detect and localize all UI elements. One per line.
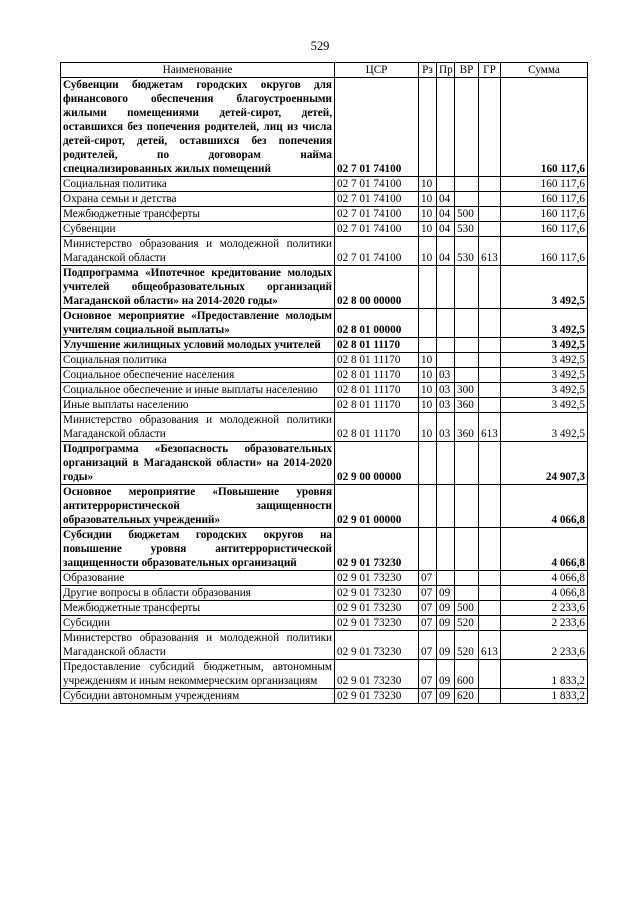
row-gr — [479, 485, 501, 528]
row-pr — [437, 309, 455, 338]
row-sum: 4 066,8 — [501, 571, 588, 586]
row-csr: 02 8 01 11170 — [335, 383, 419, 398]
row-vr: 500 — [455, 207, 479, 222]
row-vr — [455, 485, 479, 528]
row-pr: 09 — [437, 689, 455, 704]
header-name: Наименование — [61, 63, 335, 78]
row-vr: 360 — [455, 413, 479, 442]
row-gr — [479, 528, 501, 571]
row-csr: 02 9 01 00000 — [335, 485, 419, 528]
row-name: Подпрограмма «Ипотечное кредитование молодых учителей общеобразовательных организаций Магаданской области» на 2014-2020 годы» — [61, 266, 335, 309]
row-rz — [419, 528, 437, 571]
row-name: Социальное обеспечение населения — [61, 368, 335, 383]
row-sum: 3 492,5 — [501, 338, 588, 353]
row-name: Межбюджетные трансферты — [61, 601, 335, 616]
row-name: Подпрограмма «Безопасность образовательных организаций в Магаданской области» на 2014-2020 годы» — [61, 442, 335, 485]
row-name: Министерство образования и молодежной политики Магаданской области — [61, 237, 335, 266]
row-rz: 10 — [419, 237, 437, 266]
row-rz: 07 — [419, 689, 437, 704]
row-name: Другие вопросы в области образования — [61, 586, 335, 601]
row-gr — [479, 177, 501, 192]
row-rz: 07 — [419, 616, 437, 631]
row-sum: 160 117,6 — [501, 192, 588, 207]
row-name: Улучшение жилищных условий молодых учителей — [61, 338, 335, 353]
row-gr — [479, 601, 501, 616]
row-name: Предоставление субсидий бюджетным, автономным учреждениям и иным некоммерческим организациям — [61, 660, 335, 689]
row-name: Основное мероприятие «Повышение уровня антитеррористической защищенности образовательных учреждений» — [61, 485, 335, 528]
row-rz: 07 — [419, 571, 437, 586]
table-row — [61, 78, 588, 177]
row-rz: 10 — [419, 398, 437, 413]
row-name: Субсидии бюджетам городских округов на повышение уровня антитеррористической защищенности образовательных организаций — [61, 528, 335, 571]
row-gr: 613 — [479, 631, 501, 660]
row-pr: 04 — [437, 222, 455, 237]
row-gr — [479, 207, 501, 222]
row-name: Субвенции — [61, 222, 335, 237]
row-vr — [455, 309, 479, 338]
row-vr: 360 — [455, 398, 479, 413]
row-pr: 09 — [437, 586, 455, 601]
table-row — [61, 222, 588, 237]
row-gr — [479, 689, 501, 704]
row-name: Межбюджетные трансферты — [61, 207, 335, 222]
row-csr: 02 9 01 73230 — [335, 616, 419, 631]
row-pr: 03 — [437, 398, 455, 413]
row-csr: 02 8 01 11170 — [335, 368, 419, 383]
row-csr: 02 9 01 73230 — [335, 571, 419, 586]
row-name: Охрана семьи и детства — [61, 192, 335, 207]
table-row — [61, 571, 588, 586]
row-csr: 02 8 01 11170 — [335, 353, 419, 368]
row-sum: 4 066,8 — [501, 485, 588, 528]
row-vr — [455, 528, 479, 571]
row-vr: 620 — [455, 689, 479, 704]
header-rz: Рз — [419, 63, 437, 78]
row-pr: 03 — [437, 413, 455, 442]
row-csr: 02 9 01 73230 — [335, 660, 419, 689]
row-name: Министерство образования и молодежной политики Магаданской области — [61, 631, 335, 660]
row-gr — [479, 571, 501, 586]
row-rz: 07 — [419, 631, 437, 660]
header-sum: Сумма — [501, 63, 588, 78]
row-gr — [479, 353, 501, 368]
row-sum: 160 117,6 — [501, 207, 588, 222]
row-pr — [437, 353, 455, 368]
row-sum: 160 117,6 — [501, 177, 588, 192]
table-body — [61, 78, 588, 704]
table-row — [61, 383, 588, 398]
row-vr — [455, 442, 479, 485]
row-pr: 09 — [437, 601, 455, 616]
row-csr: 02 8 01 11170 — [335, 413, 419, 442]
row-pr — [437, 571, 455, 586]
row-rz: 10 — [419, 353, 437, 368]
row-name: Субсидии — [61, 616, 335, 631]
row-vr: 530 — [455, 222, 479, 237]
row-sum: 160 117,6 — [501, 237, 588, 266]
row-gr — [479, 368, 501, 383]
row-sum: 4 066,8 — [501, 528, 588, 571]
table-row — [61, 616, 588, 631]
row-pr: 09 — [437, 616, 455, 631]
row-vr — [455, 571, 479, 586]
table-row — [61, 309, 588, 338]
row-sum: 2 233,6 — [501, 631, 588, 660]
row-sum: 1 833,2 — [501, 689, 588, 704]
row-sum: 3 492,5 — [501, 413, 588, 442]
row-pr: 09 — [437, 660, 455, 689]
row-csr: 02 9 01 73230 — [335, 601, 419, 616]
row-pr — [437, 266, 455, 309]
row-gr — [479, 442, 501, 485]
row-gr — [479, 586, 501, 601]
row-sum: 2 233,6 — [501, 616, 588, 631]
row-csr: 02 7 01 74100 — [335, 192, 419, 207]
row-sum: 1 833,2 — [501, 660, 588, 689]
row-rz: 10 — [419, 383, 437, 398]
row-pr — [437, 528, 455, 571]
row-sum: 160 117,6 — [501, 78, 588, 177]
row-name: Социальная политика — [61, 177, 335, 192]
row-name: Субсидии автономным учреждениям — [61, 689, 335, 704]
row-csr: 02 9 01 73230 — [335, 586, 419, 601]
row-vr — [455, 78, 479, 177]
row-rz: 10 — [419, 222, 437, 237]
row-pr — [437, 177, 455, 192]
table-row — [61, 689, 588, 704]
row-gr — [479, 383, 501, 398]
row-pr — [437, 442, 455, 485]
row-rz — [419, 338, 437, 353]
row-vr: 600 — [455, 660, 479, 689]
row-rz: 07 — [419, 660, 437, 689]
table-row — [61, 177, 588, 192]
row-rz: 10 — [419, 192, 437, 207]
row-gr — [479, 660, 501, 689]
row-csr: 02 9 01 73230 — [335, 631, 419, 660]
row-sum: 4 066,8 — [501, 586, 588, 601]
row-rz: 10 — [419, 207, 437, 222]
row-csr: 02 7 01 74100 — [335, 207, 419, 222]
row-rz — [419, 266, 437, 309]
budget-table — [60, 62, 588, 704]
row-gr: 613 — [479, 237, 501, 266]
row-name: Социальная политика — [61, 353, 335, 368]
row-gr — [479, 266, 501, 309]
row-name: Субвенции бюджетам городских округов для финансового обеспечения благоустроенными жилыми помещениями детей-сирот, детей, оставшихся без попечения родителей, лиц из числа детей-сирот, детей, оставшихся без попечения родителей, по договорам найма специализированных жилых помещений — [61, 78, 335, 177]
header-row — [61, 63, 588, 78]
table-row — [61, 338, 588, 353]
header-gr: ГР — [479, 63, 501, 78]
table-row — [61, 237, 588, 266]
row-rz: 07 — [419, 601, 437, 616]
row-vr — [455, 192, 479, 207]
row-vr: 300 — [455, 383, 479, 398]
row-csr: 02 9 01 73230 — [335, 689, 419, 704]
row-gr — [479, 222, 501, 237]
row-name: Иные выплаты населению — [61, 398, 335, 413]
row-pr: 03 — [437, 368, 455, 383]
row-vr — [455, 368, 479, 383]
table-row — [61, 631, 588, 660]
table-row — [61, 266, 588, 309]
row-pr: 03 — [437, 383, 455, 398]
header-pr: Пр — [437, 63, 455, 78]
row-name: Образование — [61, 571, 335, 586]
table-row — [61, 192, 588, 207]
row-pr: 04 — [437, 207, 455, 222]
row-csr: 02 7 01 74100 — [335, 237, 419, 266]
row-pr — [437, 78, 455, 177]
row-sum: 3 492,5 — [501, 309, 588, 338]
table-row — [61, 413, 588, 442]
row-sum: 3 492,5 — [501, 266, 588, 309]
page-number: 529 — [310, 39, 330, 53]
row-vr: 520 — [455, 631, 479, 660]
row-sum: 3 492,5 — [501, 368, 588, 383]
row-pr: 04 — [437, 237, 455, 266]
row-rz: 10 — [419, 413, 437, 442]
row-sum: 3 492,5 — [501, 383, 588, 398]
row-gr — [479, 78, 501, 177]
row-gr — [479, 192, 501, 207]
row-gr — [479, 309, 501, 338]
table-header — [61, 63, 588, 78]
table-row — [61, 586, 588, 601]
row-sum: 3 492,5 — [501, 398, 588, 413]
row-vr — [455, 177, 479, 192]
row-vr: 530 — [455, 237, 479, 266]
row-vr — [455, 266, 479, 309]
table-row — [61, 601, 588, 616]
table-row — [61, 442, 588, 485]
row-vr — [455, 338, 479, 353]
row-csr: 02 9 00 00000 — [335, 442, 419, 485]
row-rz — [419, 78, 437, 177]
row-vr — [455, 353, 479, 368]
row-pr: 04 — [437, 192, 455, 207]
table-row — [61, 660, 588, 689]
row-rz: 10 — [419, 368, 437, 383]
row-sum: 3 492,5 — [501, 353, 588, 368]
table-row — [61, 485, 588, 528]
table-row — [61, 398, 588, 413]
row-name: Социальное обеспечение и иные выплаты населению — [61, 383, 335, 398]
row-csr: 02 8 00 00000 — [335, 266, 419, 309]
row-csr: 02 7 01 74100 — [335, 78, 419, 177]
row-sum: 2 233,6 — [501, 601, 588, 616]
row-gr — [479, 338, 501, 353]
row-csr: 02 8 01 11170 — [335, 398, 419, 413]
row-gr — [479, 616, 501, 631]
row-csr: 02 8 01 11170 — [335, 338, 419, 353]
table-row — [61, 368, 588, 383]
table-row — [61, 528, 588, 571]
row-vr — [455, 586, 479, 601]
header-csr: ЦСР — [335, 63, 419, 78]
row-rz — [419, 309, 437, 338]
row-csr: 02 7 01 74100 — [335, 222, 419, 237]
row-sum: 24 907,3 — [501, 442, 588, 485]
row-sum: 160 117,6 — [501, 222, 588, 237]
row-csr: 02 8 01 00000 — [335, 309, 419, 338]
table-row — [61, 207, 588, 222]
row-vr: 500 — [455, 601, 479, 616]
row-name: Основное мероприятие «Предоставление молодым учителям социальной выплаты» — [61, 309, 335, 338]
row-rz — [419, 442, 437, 485]
row-gr: 613 — [479, 413, 501, 442]
table-row — [61, 353, 588, 368]
row-vr: 520 — [455, 616, 479, 631]
row-csr: 02 7 01 74100 — [335, 177, 419, 192]
row-rz: 10 — [419, 177, 437, 192]
row-pr — [437, 338, 455, 353]
row-rz: 07 — [419, 586, 437, 601]
row-csr: 02 9 01 73230 — [335, 528, 419, 571]
row-name: Министерство образования и молодежной политики Магаданской области — [61, 413, 335, 442]
row-gr — [479, 398, 501, 413]
row-rz — [419, 485, 437, 528]
row-pr: 09 — [437, 631, 455, 660]
row-pr — [437, 485, 455, 528]
header-vr: ВР — [455, 63, 479, 78]
